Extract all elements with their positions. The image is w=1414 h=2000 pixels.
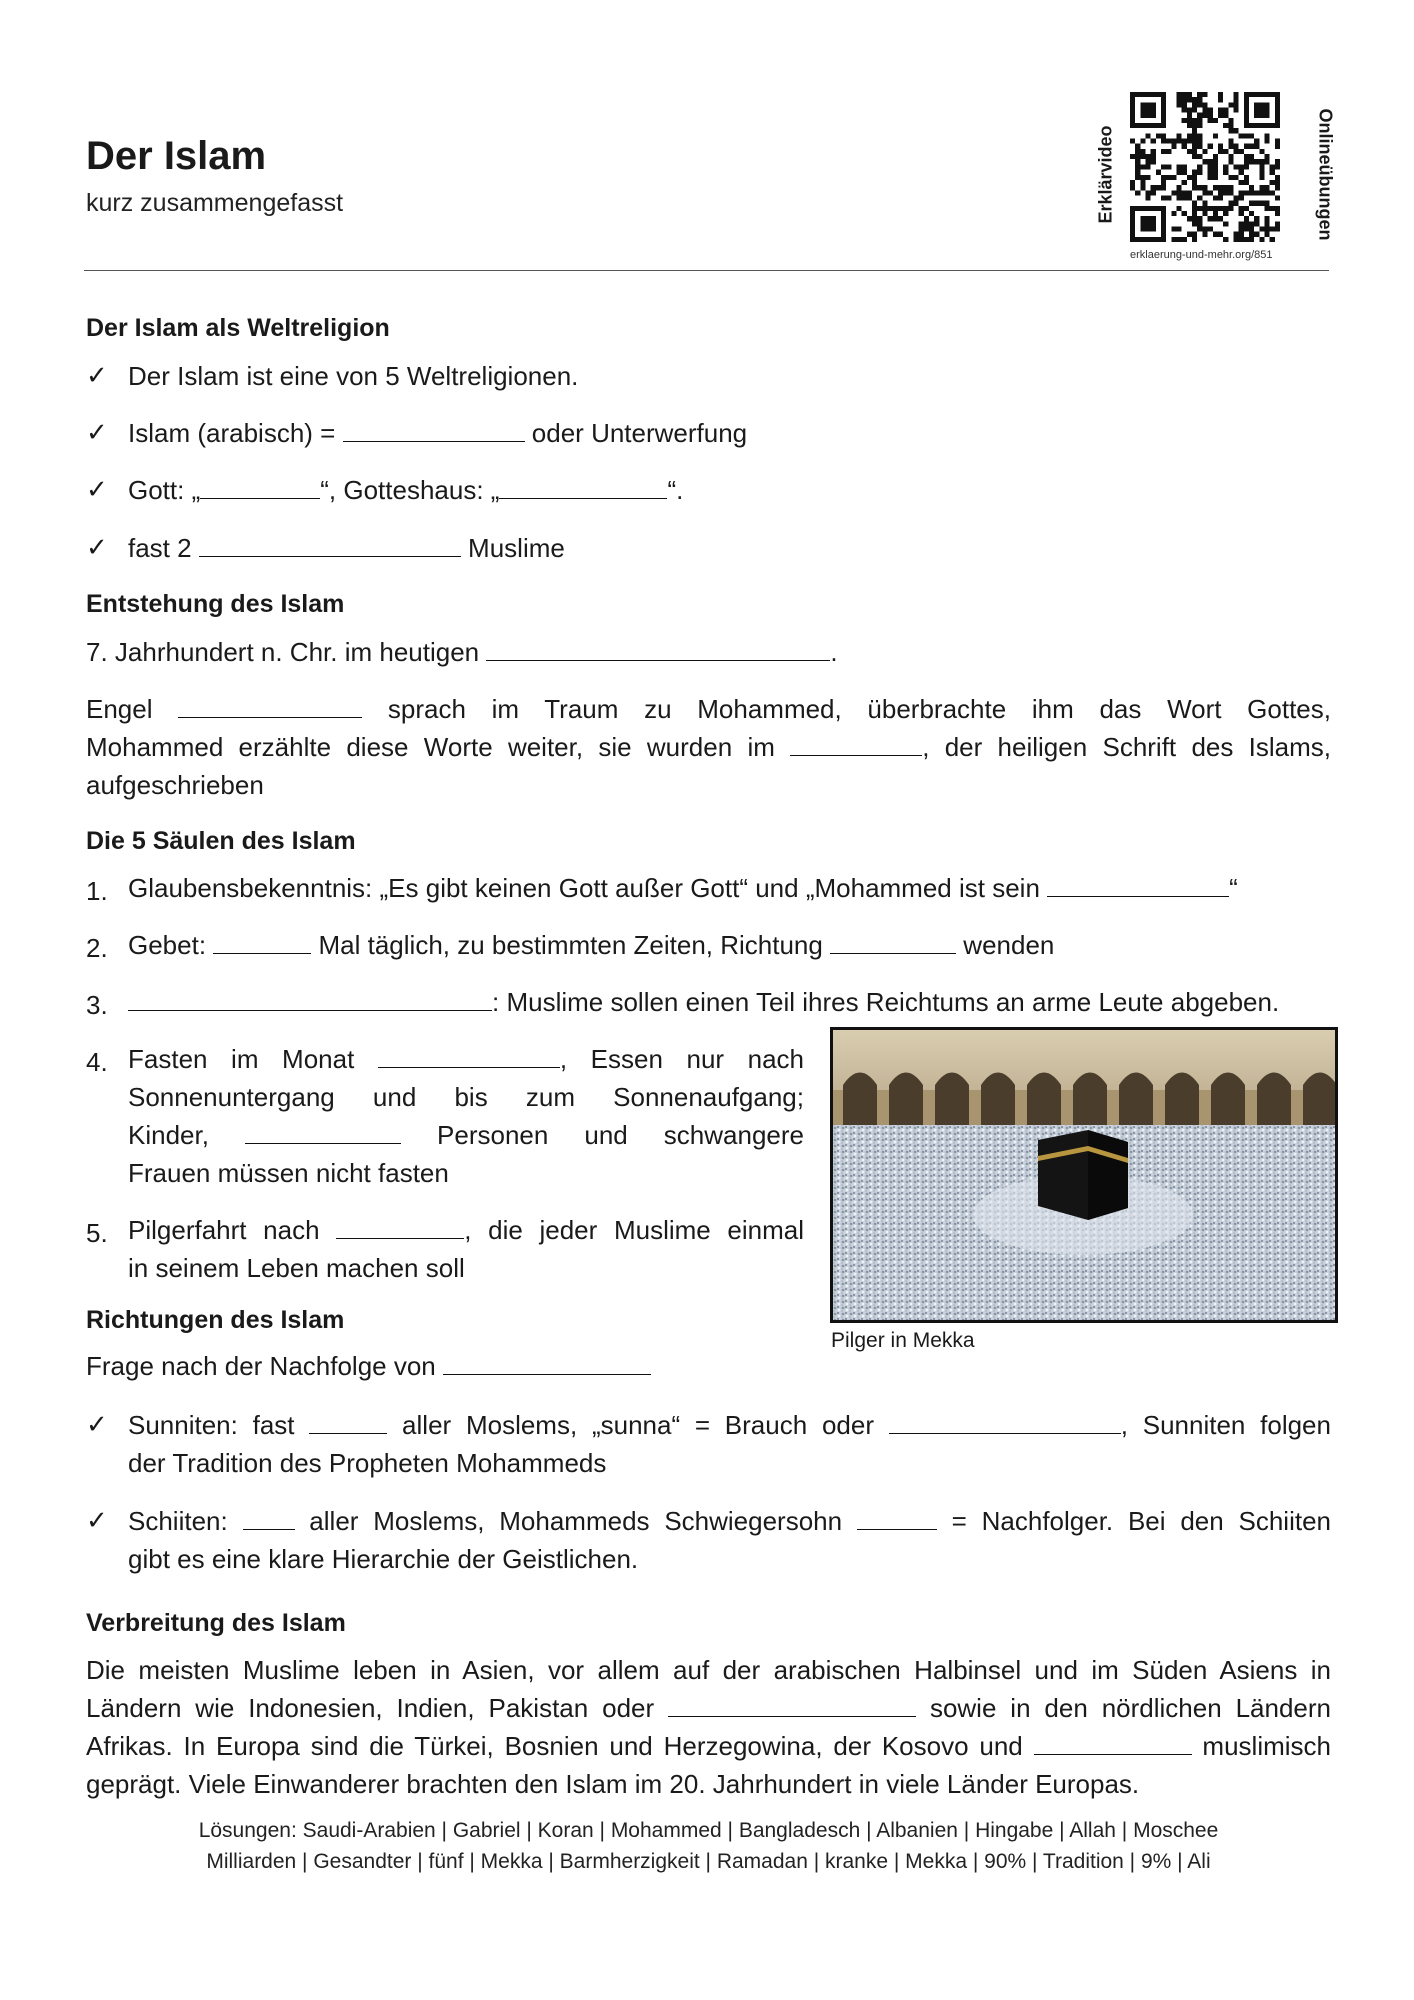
fill-blank[interactable] [178,695,362,718]
checkmark-icon: ✓ [86,1505,108,1535]
mecca-pilgrims-photo [830,1027,1338,1323]
list-item [128,357,578,395]
list-item-continued [128,1154,449,1192]
qr-code-block [1086,92,1336,267]
line-text: muslimisch [1191,1731,1331,1761]
line-text: Frage nach der Nachfolge von [86,1351,443,1381]
fill-blank[interactable] [889,1411,1121,1434]
fill-blank[interactable] [309,1411,387,1434]
solutions-box [86,1815,1331,1877]
list-item-continued [128,1078,804,1116]
section-heading-entstehung: Entstehung des Islam [86,590,345,618]
item-text: Gebet: [128,930,214,960]
item-text: fast 2 [128,533,199,563]
text-line [86,1347,651,1385]
list-item [128,471,683,509]
item-text: Sunniten: fast [128,1410,310,1440]
checkmark-icon: ✓ [86,1409,108,1439]
section-heading-saeulen: Die 5 Säulen des Islam [86,827,356,855]
fill-blank[interactable] [790,733,922,756]
item-text: aller Moslems, „sunna“ = Brauch oder [387,1410,889,1440]
solutions-line: Lösungen: Saudi-Arabien | Gabriel | Koran | Mohammed | Bangladesch | Albanien | Hingabe | Allah | Moschee [198,1819,1219,1842]
list-item [128,1040,804,1078]
item-text: Islam (arabisch) = [128,418,343,448]
list-item-continued [128,1540,638,1578]
list-number: 1. [86,876,108,906]
item-text: = Nachfolger. Bei den Schiiten [936,1506,1331,1536]
section-heading-richtungen: Richtungen des Islam [86,1306,345,1334]
list-item [128,869,1238,907]
fill-blank[interactable] [343,419,525,442]
fill-blank[interactable] [857,1507,937,1530]
fill-blank[interactable] [499,476,667,499]
line-text: 7. Jahrhundert n. Chr. im heutigen [86,637,487,667]
text-line [86,633,838,671]
item-text: Mal täglich, zu bestimmten Zeiten, Richtung [311,930,831,960]
qr-label-explainer-video: Erklärvideo [1095,125,1116,224]
line-text: Mohammed erzählte diese Worte weiter, sie wurden im [86,732,791,762]
header-divider [84,270,1329,271]
fill-blank[interactable] [378,1045,560,1068]
list-item [128,1502,1331,1540]
item-text: “. [667,475,684,505]
fill-blank[interactable] [1047,874,1229,897]
item-text: oder Unterwerfung [524,418,748,448]
item-text: Der Islam ist eine von 5 Weltreligionen. [128,361,579,391]
fill-blank[interactable] [213,931,311,954]
section-heading-weltreligion: Der Islam als Weltreligion [86,314,390,342]
checkmark-icon: ✓ [86,474,108,504]
fill-blank[interactable] [128,988,492,1011]
fill-blank[interactable] [443,1352,651,1375]
item-text: Frauen müssen nicht fasten [128,1158,449,1188]
line-text: , der heiligen Schrift des Islams, [922,732,1331,762]
kaaba-illustration [833,1030,1335,1320]
checkmark-icon: ✓ [86,532,108,562]
list-number: 5. [86,1218,108,1248]
line-text: Afrikas. In Europa sind die Türkei, Bosnien und Herzegowina, der Kosovo und [86,1731,1034,1761]
page-subtitle: kurz zusammengefasst [86,189,344,217]
list-number: 3. [86,990,108,1020]
item-text: Gott: „ [128,475,201,505]
fill-blank[interactable] [668,1694,916,1717]
qr-url: erklaerung-und-mehr.org/851 [1130,249,1273,261]
list-number: 4. [86,1047,108,1077]
item-text: Pilgerfahrt nach [128,1215,337,1245]
paragraph-line [86,1727,1331,1765]
paragraph-line [86,1651,1331,1689]
item-text: “ [1229,873,1238,903]
line-text: sprach im Traum zu Mohammed, überbrachte ihm das Wort Gottes, [362,694,1331,724]
item-text: , Essen nur nach [559,1044,804,1074]
item-text: “, Gotteshaus: „ [320,475,500,505]
list-item-continued [128,1249,465,1287]
qr-code-icon[interactable] [1130,92,1280,242]
fill-blank[interactable] [200,476,320,499]
line-text: Ländern wie Indonesien, Indien, Pakistan oder [86,1693,669,1723]
line-text: Engel [86,694,179,724]
line-text: sowie in den nördlichen Ländern [916,1693,1331,1723]
line-text: geprägt. Viele Einwanderer brachten den Islam im 20. Jahrhundert in viele Länder Europas. [86,1769,1140,1799]
paragraph-line [86,728,1331,766]
item-text: Personen und schwangere [401,1120,805,1150]
item-text: Muslime [460,533,565,563]
list-item [128,983,1279,1021]
item-text: Kinder, [128,1120,245,1150]
list-item [128,414,747,452]
item-text: Fasten im Monat [128,1044,378,1074]
list-number: 2. [86,933,108,963]
item-text: Sonnenuntergang und bis zum Sonnenaufgang; [128,1082,804,1112]
paragraph-line [86,1765,1139,1803]
list-item [128,926,1054,964]
item-text: aller Moslems, Mohammeds Schwiegersohn [294,1506,857,1536]
list-item [128,529,565,567]
fill-blank[interactable] [830,931,956,954]
fill-blank[interactable] [486,638,830,661]
item-text: in seinem Leben machen soll [128,1253,465,1283]
item-text: der Tradition des Propheten Mohammeds [128,1448,607,1478]
section-heading-verbreitung: Verbreitung des Islam [86,1609,346,1637]
item-text: : Muslime sollen einen Teil ihres Reichtums an arme Leute abgeben. [492,987,1280,1017]
checkmark-icon: ✓ [86,360,108,390]
fill-blank[interactable] [336,1216,464,1239]
qr-label-online-exercises: Onlineübungen [1315,108,1336,241]
list-item-continued [128,1444,606,1482]
list-item [128,1406,1331,1444]
item-text: wenden [956,930,1055,960]
fill-blank[interactable] [199,534,461,557]
item-text: , die jeder Muslime einmal [464,1215,804,1245]
paragraph-line [86,1689,1331,1727]
line-text: aufgeschrieben [86,770,264,800]
fill-blank[interactable] [1034,1732,1192,1755]
photo-caption: Pilger in Mekka [831,1329,975,1352]
paragraph-line [86,690,1331,728]
page-title: Der Islam [86,134,267,178]
line-text: Die meisten Muslime leben in Asien, vor allem auf der arabischen Halbinsel und im Süden Asiens in [86,1655,1331,1685]
fill-blank[interactable] [245,1121,401,1144]
item-text: , Sunniten folgen [1120,1410,1331,1440]
item-text: gibt es eine klare Hierarchie der Geistlichen. [128,1544,639,1574]
checkmark-icon: ✓ [86,417,108,447]
item-text: Glaubensbekenntnis: „Es gibt keinen Gott außer Gott“ und „Mohammed ist sein [128,873,1048,903]
fill-blank[interactable] [243,1507,295,1530]
paragraph-line [86,766,264,804]
solutions-line: Milliarden | Gesandter | fünf | Mekka | Barmherzigkeit | Ramadan | kranke | Mekka | 90% | Tradition | 9% | Ali [206,1850,1211,1873]
list-item-continued [128,1116,804,1154]
line-text: . [830,637,838,667]
list-item [128,1211,804,1249]
item-text: Schiiten: [128,1506,243,1536]
